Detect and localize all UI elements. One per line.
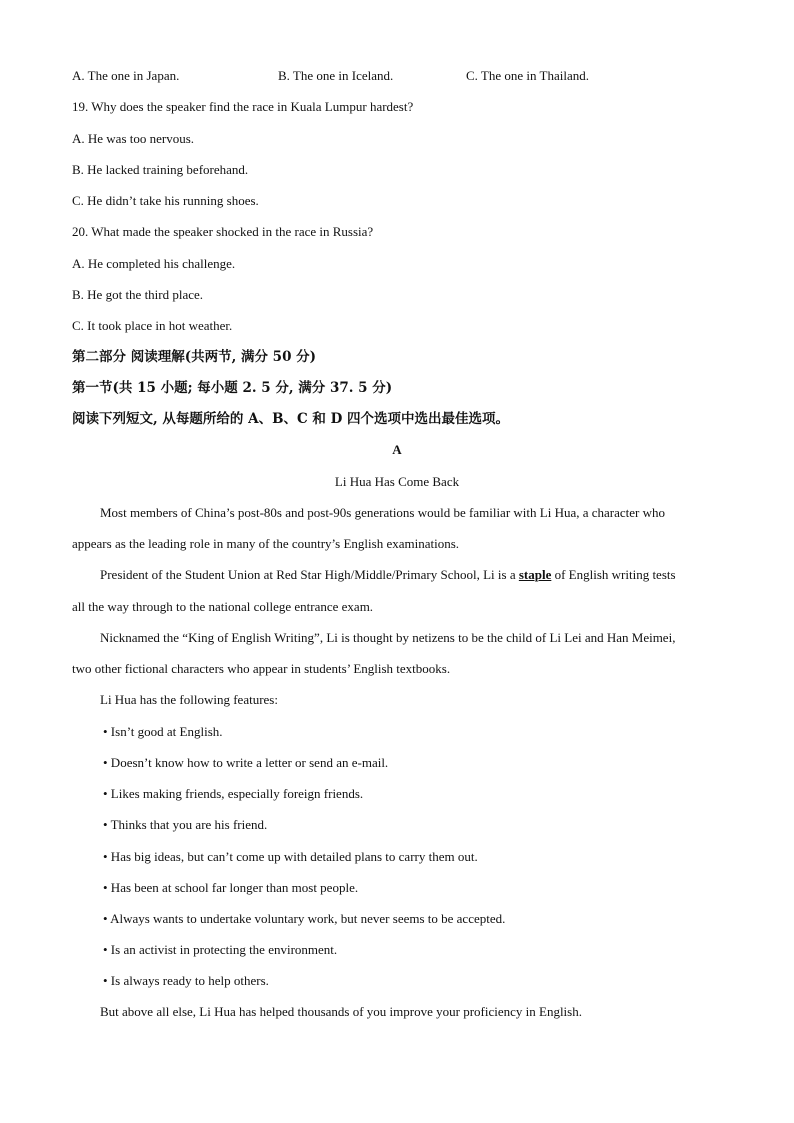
passage-title: Li Hua Has Come Back	[334, 474, 460, 489]
feature-item: • Always wants to undertake voluntary work, but never seems to be accepted.	[103, 911, 506, 926]
feature-item: • Has been at school far longer than most people.	[103, 880, 359, 895]
paragraph-1-line-2: appears as the leading role in many of the country’s English examinations.	[72, 536, 460, 551]
part-title: 第二部分 阅读理解(共两节, 满分 50 分)	[72, 349, 317, 365]
feature-item: • Isn’t good at English.	[103, 724, 223, 739]
section-instruction: 阅读下列短文, 从每题所给的 A、B、C 和 D 四个选项中选出最佳选项。	[72, 411, 510, 427]
q18-options-row	[72, 68, 732, 84]
q19-question: 19. Why does the speaker find the race in Kuala Lumpur hardest?	[72, 99, 414, 114]
q19-option-c: C. He didn’t take his running shoes.	[72, 193, 259, 208]
paragraph-3-line-1: Nicknamed the “King of English Writing”, Li is thought by netizens to be the child of Li Lei and Han Meimei,	[100, 630, 676, 645]
paragraph-3-line-2: two other fictional characters who appear in students’ English textbooks.	[72, 661, 451, 676]
q18-option-a: A. The one in Japan.	[72, 68, 180, 83]
feature-item: • Thinks that you are his friend.	[103, 817, 268, 832]
sub-section-title: 第一节(共 15 小题; 每小题 2. 5 分, 满分 37. 5 分)	[72, 380, 393, 396]
paragraph-2-text-after: of English writing tests	[551, 567, 676, 582]
q20-option-a: A. He completed his challenge.	[72, 256, 236, 271]
paragraph-1-line-1: Most members of China’s post-80s and post-90s generations would be familiar with Li Hua, a character who	[100, 505, 666, 520]
passage-letter: A	[392, 442, 402, 457]
q19-option-b: B. He lacked training beforehand.	[72, 162, 249, 177]
paragraph-2-text-before: President of the Student Union at Red Star High/Middle/Primary School, Li is a	[100, 567, 519, 582]
closing-paragraph: But above all else, Li Hua has helped thousands of you improve your proficiency in English.	[100, 1004, 582, 1019]
feature-item: • Has big ideas, but can’t come up with detailed plans to carry them out.	[103, 849, 478, 864]
feature-item: • Is always ready to help others.	[103, 973, 269, 988]
q20-question: 20. What made the speaker shocked in the race in Russia?	[72, 224, 374, 239]
q20-option-c: C. It took place in hot weather.	[72, 318, 233, 333]
q20-option-b: B. He got the third place.	[72, 287, 204, 302]
feature-item: • Likes making friends, especially foreign friends.	[103, 786, 364, 801]
paragraph-2-line-2: all the way through to the national college entrance exam.	[72, 599, 374, 614]
q19-option-a: A. He was too nervous.	[72, 131, 195, 146]
q18-option-c: C. The one in Thailand.	[466, 68, 589, 83]
paragraph-2-line-1	[100, 567, 760, 583]
features-intro: Li Hua has the following features:	[100, 692, 278, 707]
q18-option-b: B. The one in Iceland.	[278, 68, 394, 83]
staple-keyword: staple	[518, 567, 552, 582]
feature-item: • Doesn’t know how to write a letter or send an e-mail.	[103, 755, 389, 770]
feature-item: • Is an activist in protecting the environment.	[103, 942, 338, 957]
